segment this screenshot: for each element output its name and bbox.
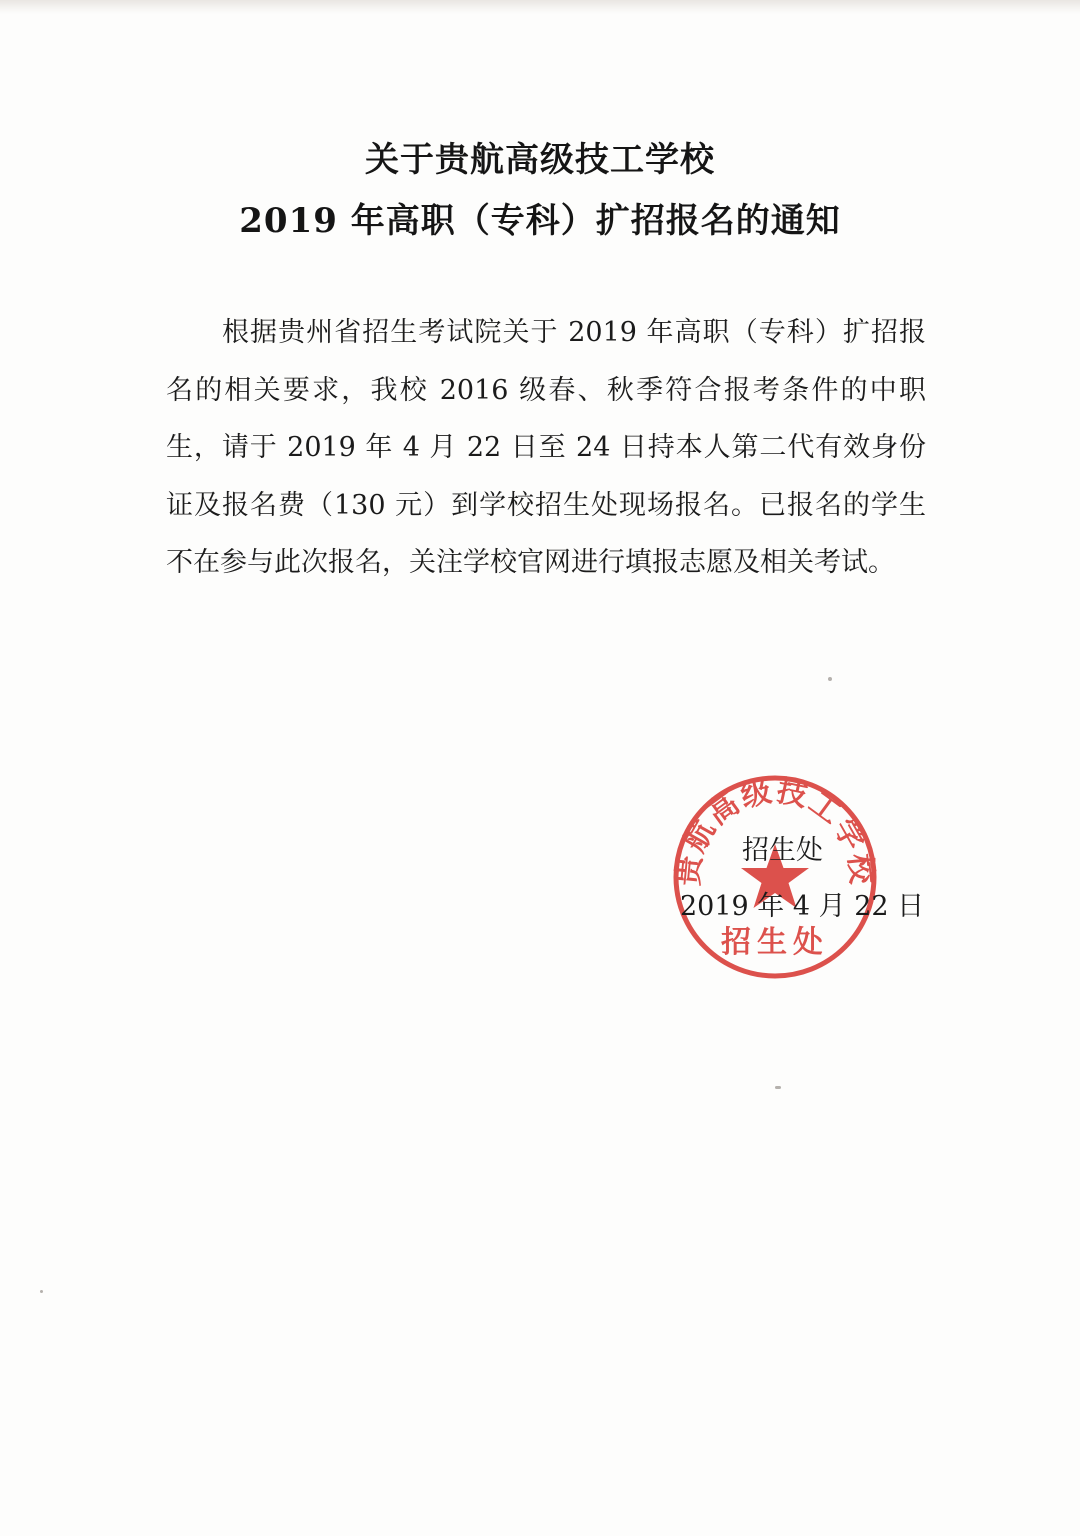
signer-department: 招生处 bbox=[742, 835, 823, 866]
notice-title-line1: 关于贵航高级技工学校 bbox=[365, 140, 715, 180]
scan-edge bbox=[0, 0, 1080, 14]
official-seal bbox=[670, 772, 880, 982]
scan-speck bbox=[40, 1290, 43, 1293]
signature-date: 2019 年 4 月 22 日 bbox=[680, 891, 925, 922]
scan-speck bbox=[828, 677, 832, 681]
notice-title-line2: 2019 年高职（专科）扩招报名的通知 bbox=[239, 201, 841, 241]
notice-body: 根据贵州省招生考试院关于 2019 年高职（专科）扩招报名的相关要求，我校 2016 级春、秋季符合报考条件的中职生，请于 2019 年 4 月 22 日至 24 日持本人第二代有效身份证及报名费（130 元）到学校招生处现场报名。已报名的学生不在参与此次报名，关注学校官网进行填报志愿及相关考试。 bbox=[166, 317, 926, 578]
seal-bottom-text: 招生处 bbox=[721, 925, 829, 960]
scan-speck bbox=[775, 1086, 781, 1089]
seal-arc-text: 贵航高级技工学校 bbox=[670, 773, 880, 888]
